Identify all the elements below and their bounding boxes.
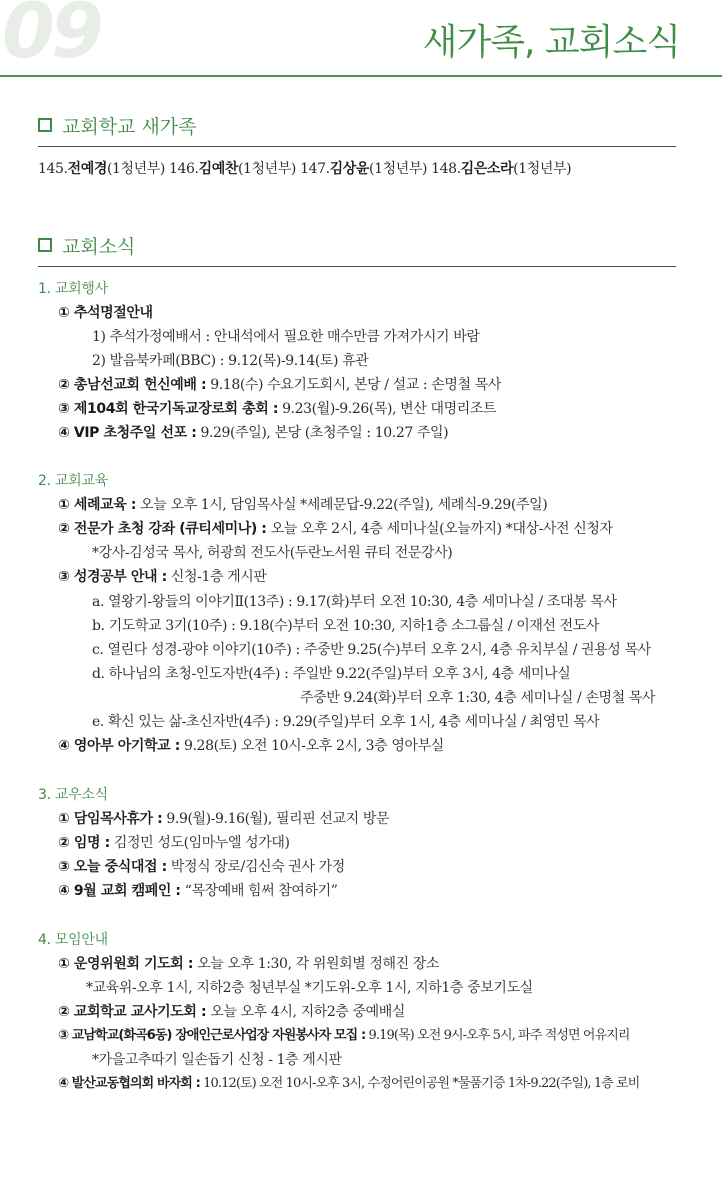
item-label: ② 전문가 초청 강좌 (큐티세미나) : — [58, 521, 267, 537]
member-number: 145. — [38, 161, 68, 177]
page-title: 새가족, 교회소식 — [422, 22, 680, 63]
subsection-title: 3. 교우소식 — [38, 787, 108, 803]
item-label: ① 담임목사휴가 : — [58, 811, 163, 827]
item-label: ③ 성경공부 안내 : — [58, 569, 167, 585]
news-item — [58, 304, 153, 322]
item-text: 9.23(월)-9.26(목), 변산 대명리조트 — [278, 401, 497, 417]
news-item — [58, 424, 448, 442]
section-heading-text: 교회학교 새가족 — [62, 116, 197, 138]
item-label: ④ 발산교동협의회 바자회 : — [58, 1076, 200, 1091]
news-item — [58, 1003, 405, 1021]
news-item — [58, 737, 444, 755]
news-note: *교육위-오후 1시, 지하2층 청년부실 *기도위-오후 1시, 지하1층 중보기도실 — [86, 980, 533, 996]
section-heading-text: 교회소식 — [62, 236, 136, 258]
item-label: ② 총남선교회 헌신예배 : — [58, 377, 207, 393]
news-note: *가을고추따기 일손돕기 신청 - 1층 게시판 — [92, 1052, 342, 1068]
member-number: 147. — [300, 161, 330, 177]
news-item — [58, 858, 345, 876]
member-name: 김예찬 — [198, 161, 238, 177]
section-heading-church-news — [38, 232, 676, 267]
item-text: 9.28(토) 오전 10시-오후 2시, 3층 영아부실 — [179, 738, 444, 754]
new-family-list — [38, 160, 571, 178]
item-text: 10.12(토) 오전 10시-오후 3시, 수정어린이공원 *물품기증 1차-9.22(주일), 1층 로비 — [199, 1076, 640, 1091]
member-note: (1청년부) — [369, 161, 428, 177]
item-label: ④ VIP 초청주일 선포 : — [58, 425, 197, 441]
bible-class-item: c. 열린다 성경-광야 이야기(10주) : 주중반 9.25(수)부터 오후 2시, 4층 유치부실 / 권용성 목사 — [92, 642, 651, 658]
item-label: ① 운영위원회 기도회 : — [58, 956, 194, 972]
member-number: 148. — [431, 161, 461, 177]
item-label: ② 교회학교 교사기도회 : — [58, 1004, 207, 1020]
member-note: (1청년부) — [513, 161, 572, 177]
bible-class-item: d. 하나님의 초청-인도자반(4주) : 주일반 9.22(주일)부터 오후 3시, 4층 세미나실 — [92, 666, 571, 682]
member-name: 김상윤 — [329, 161, 370, 177]
subsection-title: 2. 교회교육 — [38, 473, 108, 489]
item-label: ④ 영아부 아기학교 : — [58, 738, 180, 754]
item-label: ③ 교남학교(화곡6동) 장애인근로사업장 자원봉사자 모집 : — [58, 1028, 366, 1043]
item-label: ① 세례교육 : — [58, 497, 137, 513]
header-divider — [0, 75, 722, 77]
member-note: (1청년부) — [237, 161, 296, 177]
bible-class-item: 주중반 9.24(화)부터 오후 1:30, 4층 세미나실 / 손명철 목사 — [300, 690, 656, 706]
item-label: ② 임명 : — [58, 835, 110, 851]
item-text: 9.19(목) 오전 9시-오후 5시, 파주 적성면 어유지리 — [365, 1028, 630, 1043]
item-label: ④ 9월 교회 캠페인 : — [58, 883, 181, 899]
item-text: 박정식 장로/김신숙 권사 가정 — [166, 859, 345, 875]
news-item — [58, 810, 389, 828]
member-note: (1청년부) — [106, 161, 165, 177]
page-number: 09 — [2, 0, 100, 75]
bible-class-item: a. 열왕기-왕들의 이야기Ⅱ(13주) : 9.17(화)부터 오전 10:30, 4층 세미나실 / 조대봉 목사 — [92, 594, 617, 610]
news-note: *강사-김성국 목사, 허광희 전도사(두란노서원 큐티 전문강사) — [92, 545, 453, 561]
news-item — [58, 955, 439, 973]
checkbox-square-icon — [38, 238, 52, 252]
item-text: 오늘 오후 1:30, 각 위원회별 정해진 장소 — [193, 956, 440, 972]
member-name: 김은소라 — [460, 161, 514, 177]
item-text: 오늘 오후 2시, 4층 세미나실(오늘까지) *대상-사전 신청자 — [266, 521, 613, 537]
bible-class-item: e. 확신 있는 삶-초신자반(4주) : 9.29(주일)부터 오후 1시, 4층 세미나실 / 최영민 목사 — [92, 714, 600, 730]
item-text: 9.18(수) 수요기도회시, 본당 / 설교 : 손명철 목사 — [206, 377, 501, 393]
member-number: 146. — [169, 161, 199, 177]
item-text: 김정민 성도(임마누엘 성가대) — [109, 835, 290, 851]
news-item — [58, 376, 501, 394]
item-label: ① 추석명절안내 — [58, 305, 153, 321]
item-text: 9.29(주일), 본당 (초청주일 : 10.27 주일) — [196, 425, 449, 441]
news-item — [58, 882, 338, 900]
item-text: 오늘 오후 1시, 담임목사실 *세례문답-9.22(주일), 세례식-9.29(주일) — [136, 497, 548, 513]
news-subitem: 2) 발음북카페(BBC) : 9.12(목)-9.14(토) 휴관 — [92, 353, 369, 369]
item-text: 신청-1층 게시판 — [166, 569, 267, 585]
item-text: “목장예배 힘써 참여하기” — [180, 883, 338, 899]
section-heading-new-family — [38, 112, 676, 147]
news-item — [58, 568, 267, 586]
news-item — [58, 520, 613, 538]
item-label: ③ 오늘 중식대접 : — [58, 859, 167, 875]
subsection-title: 1. 교회행사 — [38, 281, 108, 297]
member-name: 전예경 — [67, 161, 107, 177]
news-item — [58, 496, 547, 514]
news-item — [58, 834, 290, 852]
news-item — [58, 400, 496, 418]
news-item — [58, 1027, 630, 1045]
news-item — [58, 1075, 639, 1093]
subsection-title: 4. 모임안내 — [38, 932, 108, 948]
bible-class-item: b. 기도학교 3기(10주) : 9.18(수)부터 오전 10:30, 지하1층 소그룹실 / 이재선 전도사 — [92, 618, 600, 634]
item-text: 오늘 오후 4시, 지하2층 중예배실 — [206, 1004, 406, 1020]
item-text: 9.9(월)-9.16(월), 필리핀 선교지 방문 — [162, 811, 390, 827]
news-subitem: 1) 추석가정예배서 : 안내석에서 필요한 매수만큼 가져가시기 바람 — [92, 329, 480, 345]
item-label: ③ 제104회 한국기독교장로회 총회 : — [58, 401, 279, 417]
checkbox-square-icon — [38, 118, 52, 132]
